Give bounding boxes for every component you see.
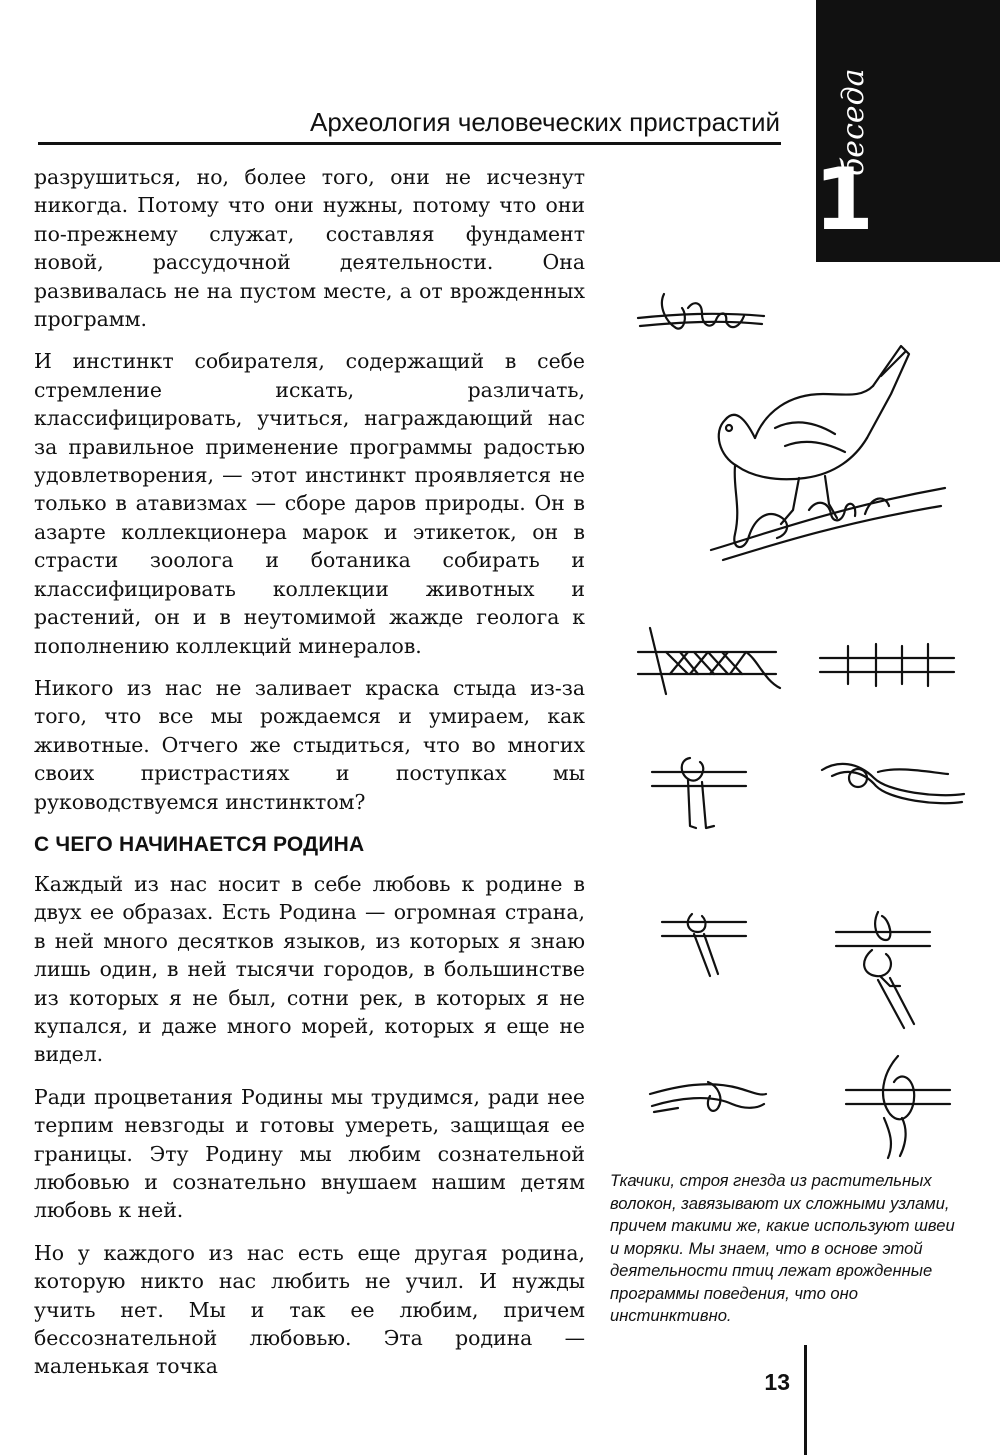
- header-rule: [38, 142, 781, 145]
- page-number-rule: [804, 1345, 807, 1455]
- knot-illustration-wrap: [636, 622, 786, 702]
- page-number: 13: [764, 1369, 790, 1395]
- paragraph-3: Никого из нас не заливает краска стыда из-за того, что все мы рождаемся и умираем, как животные. Отчего же стыдиться, что во многих своих пристрастиях и поступках мы руководствуемся инстинктом?: [34, 675, 585, 814]
- knot-illustration-bottom-right: [844, 1052, 954, 1162]
- knot-illustration-lower-right: [834, 910, 934, 1034]
- knot-illustration-top: [636, 286, 766, 346]
- section-heading: С ЧЕГО НАЧИНАЕТСЯ РОДИНА: [34, 832, 365, 856]
- paragraph-1: разрушиться, но, более того, они не исчезнут никогда. Потому что они нужны, потому что они по-прежнему служат, составляя фундамент новой, рассудочной деятельности. Она развивалась не на пустом месте, а от врожденных программ.: [34, 165, 585, 332]
- paragraph-5: Ради процветания Родины мы трудимся, ради нее терпим невзгоды и готовы умереть, защищая ее границы. Эту Родину мы любим сознательной любовью и сознательно внушаем нашим детям любовь к ней.: [34, 1084, 585, 1223]
- chapter-tab-number: 1: [814, 150, 874, 250]
- knot-illustration-mid-right: [818, 752, 968, 812]
- knot-illustration-lower-left: [660, 910, 750, 980]
- paragraph-6: Но у каждого из нас есть еще другая родина, которую никто нас любить не учил. И нужды учить нет. Мы и так ее любим, причем бессознательной любовью. Эта родина — маленькая точка: [34, 1240, 585, 1379]
- running-head: Археология человеческих пристрастий: [310, 107, 780, 137]
- knot-illustration-bottom-left: [648, 1072, 768, 1120]
- weaver-bird-illustration: [705, 338, 955, 568]
- knot-illustration-mid-left: [650, 756, 750, 836]
- paragraph-4: Каждый из нас носит в себе любовь к родине в двух ее образах. Есть Родина — огромная страна, в ней много десятков языков, из которых я знаю лишь один, в ней тысячи городов, в большинстве из которых я не был, сотни рек, в которых я не купался, и даже много морей, которых я еще не видел.: [34, 871, 585, 1067]
- knot-illustration-ladder: [818, 638, 958, 694]
- chapter-tab-word: беседа: [836, 68, 871, 176]
- main-text-column: [34, 163, 585, 1395]
- paragraph-2: И инстинкт собирателя, содержащий в себе стремление искать, различать, классифицировать, учиться, награждающий нас за правильное применение программы радостью удовлетворения, — этот инстинкт проявляется не только в атавизмах — сборе даров природы. Он в азарте коллекционера марок и этикеток, он в страсти зоолога и ботаника собирать и классифицировать коллекции животных и растений, он и в неутомимой жажде геолога к пополнению коллекций минералов.: [34, 349, 585, 658]
- figure-caption: Ткачики, строя гнезда из растительных волокон, завязывают их сложными узлами, причем такими же, какие используют швеи и моряки. Мы знаем, что в основе этой деятельности птиц лежат врожденные программы поведения, что оно инстинктивно.: [610, 1171, 955, 1325]
